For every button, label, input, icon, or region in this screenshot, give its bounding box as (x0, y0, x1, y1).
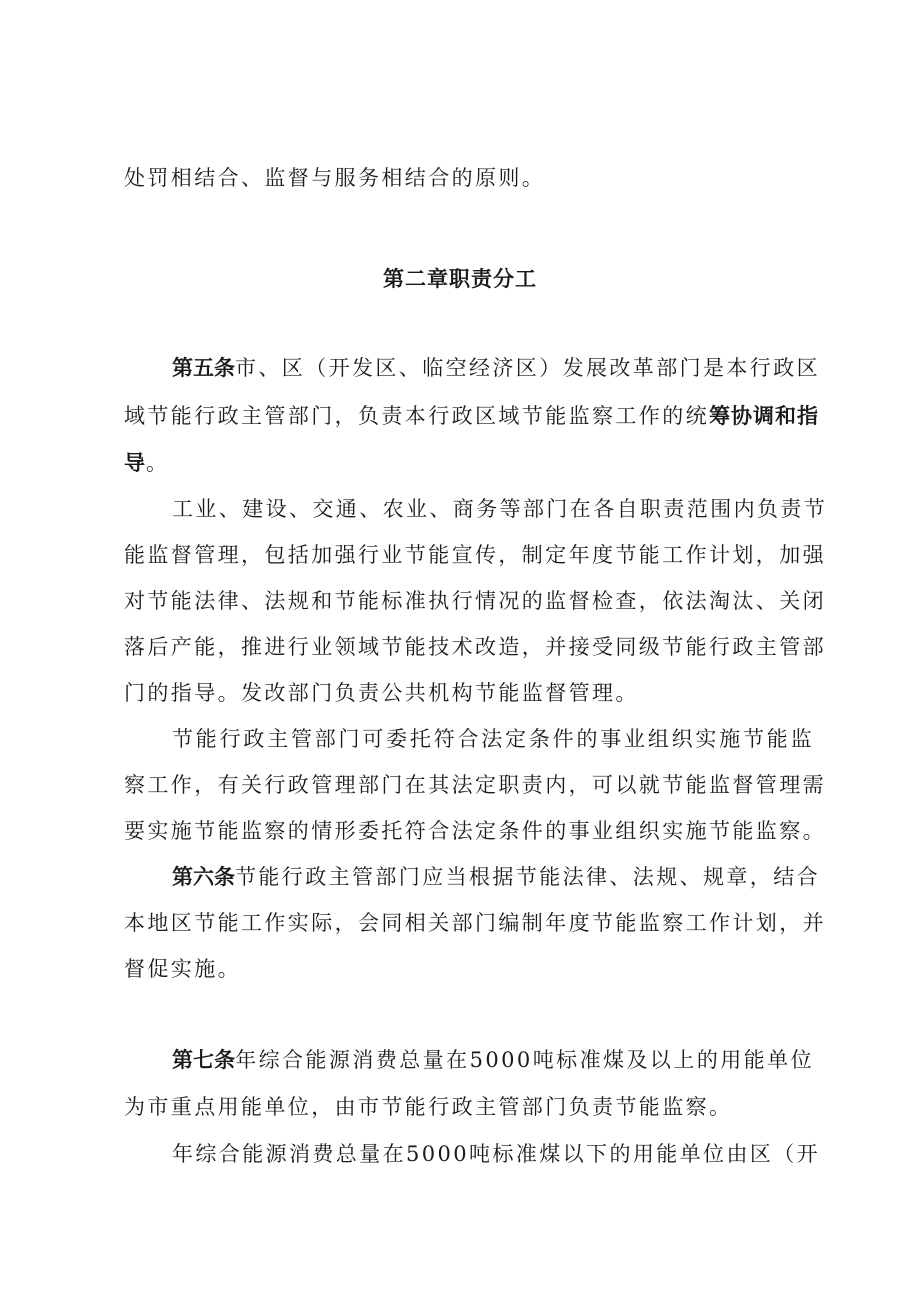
paragraph-line: 节能行政主管部门可委托符合法定条件的事业组织实施节能监 (172, 727, 814, 751)
article-7-line-1 (172, 1043, 814, 1077)
article-number: 第七条 (172, 1048, 236, 1072)
bold-text: 导 (124, 451, 146, 475)
text: 处罚相结合、监督与服务相结合的原则。 (124, 166, 546, 190)
paragraph-line (124, 161, 814, 195)
article-5-line-1 (172, 351, 820, 385)
article-5-line-3 (124, 446, 814, 480)
paragraph-line: 督促实施。 (124, 957, 241, 981)
text: 。 (146, 451, 170, 475)
paragraph-line: 门的指导。发改部门负责公共机构节能监督管理。 (124, 681, 639, 705)
text: 域节能行政主管部门，负责本行政区域节能监察工作的统 (124, 404, 709, 428)
paragraph-line: 要实施节能监察的情形委托符合法定条件的事业组织实施节能监察。 (124, 819, 826, 843)
paragraph-line: 为市重点用能单位，由市节能行政主管部门负责节能监察。 (124, 1095, 733, 1119)
bold-text: 筹协调和指 (709, 404, 819, 428)
text: 市、区（开发区、临空经济区）发展改革部门是本行政区 (235, 356, 820, 380)
text: 年综合能源消费总量在5000吨标准煤及以上的用能单位 (235, 1048, 814, 1072)
text: 节能行政主管部门应当根据节能法律、法规、规章，结合 (235, 865, 820, 889)
paragraph-line: 落后产能，推进行业领域节能技术改造，并接受同级节能行政主管部 (124, 635, 826, 659)
paragraph-line: 工业、建设、交通、农业、商务等部门在各自职责范围内负责节 (172, 497, 828, 521)
chapter-heading: 第二章职责分工 (383, 267, 537, 291)
article-5-line-2 (124, 399, 819, 433)
paragraph-line: 对节能法律、法规和节能标准执行情况的监督检查，依法淘汰、关闭 (124, 589, 826, 613)
article-number: 第六条 (172, 865, 235, 889)
paragraph-line: 察工作，有关行政管理部门在其法定职责内，可以就节能监督管理需 (124, 773, 826, 797)
paragraph-line: 能监督管理，包括加强行业节能宣传，制定年度节能工作计划，加强 (124, 543, 826, 567)
paragraph-line: 本地区节能工作实际，会同相关部门编制年度节能监察工作计划，并 (124, 911, 826, 935)
article-6-line-1 (172, 860, 820, 894)
paragraph-line: 年综合能源消费总量在5000吨标准煤以下的用能单位由区（开 (172, 1142, 821, 1166)
article-number: 第五条 (172, 356, 235, 380)
